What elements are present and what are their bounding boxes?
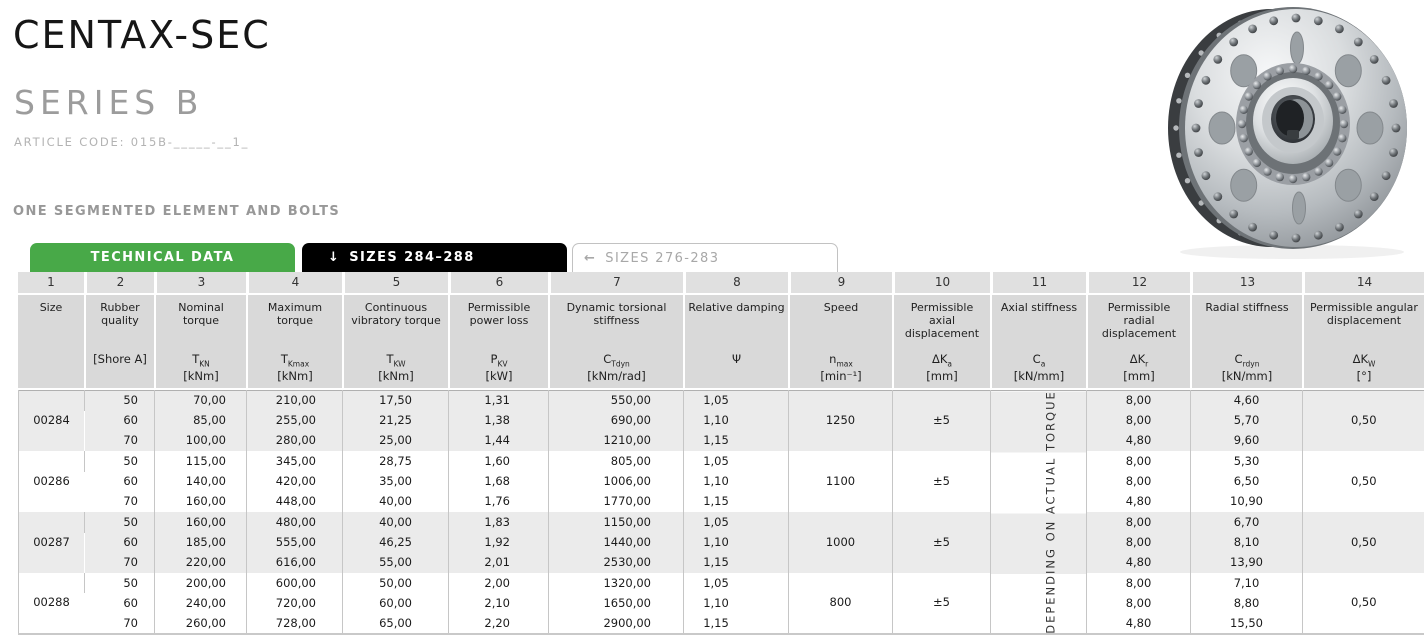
- radial-stiff-cell: 5,30: [1191, 451, 1303, 471]
- col-header-radial-stiffness: Radial stiffness $C_{rdyn}$ [kN/mm]: [1190, 295, 1302, 388]
- technical-data-table: [18, 390, 1424, 635]
- shore-cell: 50: [85, 391, 155, 411]
- col-header-size: Size: [18, 295, 84, 388]
- tkmax-cell: 448,00: [247, 492, 343, 512]
- column-number: 5: [342, 272, 448, 293]
- col-header-angular-displacement: Permissible angular displacement $\Delta K_W$ [°]: [1302, 295, 1424, 388]
- radial-disp-cell: 8,00: [1087, 593, 1191, 613]
- column-number: 1: [18, 272, 84, 293]
- tkw-cell: 35,00: [343, 472, 449, 492]
- down-arrow-icon: ↓: [328, 250, 341, 265]
- radial-stiff-cell: 9,60: [1191, 431, 1303, 451]
- tkn-cell: 260,00: [155, 614, 247, 634]
- tkw-cell: 50,00: [343, 573, 449, 593]
- col-header-relative-damping: Relative damping Ψ: [683, 295, 788, 388]
- col-header-axial-displacement: Permissible axial displacement $\Delta K_a$ [mm]: [892, 295, 990, 388]
- table-row: [19, 593, 1424, 613]
- radial-disp-cell: 8,00: [1087, 573, 1191, 593]
- angular-disp-cell: 0,50: [1303, 512, 1424, 573]
- radial-disp-cell: 8,00: [1087, 411, 1191, 431]
- axial-stiffness-note: DEPENDING ON ACTUAL TORQUE: [1042, 390, 1057, 634]
- tab-label: TECHNICAL DATA: [90, 250, 235, 265]
- table-header-row: [18, 295, 1424, 388]
- radial-stiff-cell: 6,50: [1191, 472, 1303, 492]
- top-slot: [1291, 32, 1304, 64]
- radial-disp-cell: 8,00: [1087, 533, 1191, 553]
- pkv-cell: 2,01: [449, 553, 549, 573]
- shore-cell: 60: [85, 411, 155, 431]
- radial-stiff-cell: 10,90: [1191, 492, 1303, 512]
- radial-stiff-cell: 5,70: [1191, 411, 1303, 431]
- col-header-radial-displacement: Permissible radial displacement $\Delta K_r$ [mm]: [1086, 295, 1190, 388]
- tkn-cell: 100,00: [155, 431, 247, 451]
- table-row: [19, 391, 1424, 411]
- column-number: 11: [990, 272, 1086, 293]
- ctdyn-cell: 1440,00: [549, 533, 684, 553]
- tkn-cell: 220,00: [155, 553, 247, 573]
- tkn-cell: 200,00: [155, 573, 247, 593]
- psi-cell: 1,05: [684, 451, 789, 471]
- tkn-cell: 140,00: [155, 472, 247, 492]
- psi-cell: 1,10: [684, 593, 789, 613]
- table-row: [19, 512, 1424, 532]
- angular-disp-cell: 0,50: [1303, 391, 1424, 452]
- tkw-cell: 21,25: [343, 411, 449, 431]
- speed-cell: 1250: [789, 391, 893, 452]
- pkv-cell: 2,20: [449, 614, 549, 634]
- ctdyn-cell: 1150,00: [549, 512, 684, 532]
- ctdyn-cell: 1006,00: [549, 472, 684, 492]
- tab-sizes-284-288[interactable]: [302, 243, 567, 272]
- size-cell: 00288: [19, 573, 85, 634]
- tkmax-cell: 480,00: [247, 512, 343, 532]
- tkw-cell: 17,50: [343, 391, 449, 411]
- tkw-cell: 65,00: [343, 614, 449, 634]
- tkn-cell: 115,00: [155, 451, 247, 471]
- pkv-cell: 1,44: [449, 431, 549, 451]
- pkv-cell: 1,31: [449, 391, 549, 411]
- tkmax-cell: 600,00: [247, 573, 343, 593]
- shore-cell: 50: [85, 573, 155, 593]
- column-number: 3: [154, 272, 246, 293]
- pkv-cell: 1,38: [449, 411, 549, 431]
- coupling-product-image: [1160, 2, 1424, 260]
- table-row: [19, 451, 1424, 471]
- psi-cell: 1,10: [684, 472, 789, 492]
- col-header-maximum-torque: Maximum torque $T_{Kmax}$ [kNm]: [246, 295, 342, 388]
- table-row: [19, 573, 1424, 593]
- shore-cell: 50: [85, 512, 155, 532]
- pkv-cell: 1,60: [449, 451, 549, 471]
- size-cell: 00284: [19, 391, 85, 452]
- psi-cell: 1,05: [684, 573, 789, 593]
- table-row: [19, 614, 1424, 634]
- angular-disp-cell: 0,50: [1303, 573, 1424, 634]
- col-header-power-loss: Permissible power loss $P_{KV}$ [kW]: [448, 295, 548, 388]
- axial-disp-cell: ±5: [893, 451, 991, 512]
- column-number: 8: [683, 272, 788, 293]
- psi-cell: 1,10: [684, 533, 789, 553]
- tkw-cell: 40,00: [343, 492, 449, 512]
- radial-stiff-cell: 13,90: [1191, 553, 1303, 573]
- keyway: [1287, 130, 1299, 139]
- section-heading: ONE SEGMENTED ELEMENT AND BOLTS: [13, 204, 341, 219]
- pkv-cell: 1,92: [449, 533, 549, 553]
- column-number: 10: [892, 272, 990, 293]
- tkn-cell: 240,00: [155, 593, 247, 613]
- ctdyn-cell: 1650,00: [549, 593, 684, 613]
- col-header-nominal-torque: Nominal torque $T_{KN}$ [kNm]: [154, 295, 246, 388]
- column-number: 13: [1190, 272, 1302, 293]
- column-number: 12: [1086, 272, 1190, 293]
- col-header-speed: Speed $n_{max}$ [min⁻¹]: [788, 295, 892, 388]
- radial-stiff-cell: 6,70: [1191, 512, 1303, 532]
- radial-stiff-cell: 15,50: [1191, 614, 1303, 634]
- ctdyn-cell: 2900,00: [549, 614, 684, 634]
- tkmax-cell: 280,00: [247, 431, 343, 451]
- tkn-cell: 85,00: [155, 411, 247, 431]
- tkw-cell: 55,00: [343, 553, 449, 573]
- psi-cell: 1,10: [684, 411, 789, 431]
- pkv-cell: 1,76: [449, 492, 549, 512]
- psi-cell: 1,15: [684, 553, 789, 573]
- tkn-cell: 70,00: [155, 391, 247, 411]
- ctdyn-cell: 550,00: [549, 391, 684, 411]
- tkw-cell: 60,00: [343, 593, 449, 613]
- tkn-cell: 185,00: [155, 533, 247, 553]
- column-number: 6: [448, 272, 548, 293]
- table-row: [19, 411, 1424, 431]
- table-row: [19, 492, 1424, 512]
- column-number: 14: [1302, 272, 1424, 293]
- radial-disp-cell: 4,80: [1087, 614, 1191, 634]
- shore-cell: 70: [85, 431, 155, 451]
- column-number: 7: [548, 272, 683, 293]
- tab-bar: [30, 243, 838, 272]
- ctdyn-cell: 690,00: [549, 411, 684, 431]
- shore-cell: 70: [85, 614, 155, 634]
- col-header-torsional-stiffness: Dynamic torsional stiffness $C_{Tdyn}$ [kNm/rad]: [548, 295, 683, 388]
- tkmax-cell: 728,00: [247, 614, 343, 634]
- radial-stiff-cell: 7,10: [1191, 573, 1303, 593]
- angular-disp-cell: 0,50: [1303, 451, 1424, 512]
- tkw-cell: 40,00: [343, 512, 449, 532]
- pkv-cell: 1,68: [449, 472, 549, 492]
- tkw-cell: 28,75: [343, 451, 449, 471]
- radial-disp-cell: 4,80: [1087, 553, 1191, 573]
- column-number: 4: [246, 272, 342, 293]
- axial-stiffness-note-cell: [991, 391, 1087, 635]
- radial-stiff-cell: 4,60: [1191, 391, 1303, 411]
- radial-stiff-cell: 8,80: [1191, 593, 1303, 613]
- axial-disp-cell: ±5: [893, 512, 991, 573]
- column-number: 9: [788, 272, 892, 293]
- table-row: [19, 553, 1424, 573]
- radial-disp-cell: 8,00: [1087, 472, 1191, 492]
- shore-cell: 50: [85, 451, 155, 471]
- shore-cell: 60: [85, 472, 155, 492]
- col-header-axial-stiffness: Axial stiffness $C_a$ [kN/mm]: [990, 295, 1086, 388]
- tkmax-cell: 345,00: [247, 451, 343, 471]
- left-arrow-icon: ←: [584, 250, 597, 266]
- col-header-rubber-quality: Rubber quality [Shore A]: [84, 295, 154, 388]
- tab-label: SIZES 284–288: [349, 250, 475, 265]
- shore-cell: 70: [85, 492, 155, 512]
- pkv-cell: 2,10: [449, 593, 549, 613]
- column-number: 2: [84, 272, 154, 293]
- article-code: ARTICLE CODE: 015B-_____-__1_: [14, 135, 250, 149]
- col-header-vibratory-torque: Continuous vibratory torque $T_{KW}$ [kNm]: [342, 295, 448, 388]
- tkmax-cell: 720,00: [247, 593, 343, 613]
- tab-label: SIZES 276-283: [605, 250, 720, 266]
- page-title: CENTAX-SEC: [13, 13, 271, 57]
- axial-disp-cell: ±5: [893, 391, 991, 452]
- tkmax-cell: 420,00: [247, 472, 343, 492]
- tkmax-cell: 555,00: [247, 533, 343, 553]
- ctdyn-cell: 2530,00: [549, 553, 684, 573]
- psi-cell: 1,05: [684, 512, 789, 532]
- ctdyn-cell: 1770,00: [549, 492, 684, 512]
- tkn-cell: 160,00: [155, 512, 247, 532]
- radial-disp-cell: 8,00: [1087, 391, 1191, 411]
- speed-cell: 1100: [789, 451, 893, 512]
- ctdyn-cell: 805,00: [549, 451, 684, 471]
- table-row: [19, 533, 1424, 553]
- tkmax-cell: 616,00: [247, 553, 343, 573]
- size-cell: 00287: [19, 512, 85, 573]
- pkv-cell: 1,83: [449, 512, 549, 532]
- speed-cell: 1000: [789, 512, 893, 573]
- tkw-cell: 46,25: [343, 533, 449, 553]
- psi-cell: 1,15: [684, 431, 789, 451]
- bottom-slot: [1293, 192, 1306, 224]
- shore-cell: 60: [85, 593, 155, 613]
- tkw-cell: 25,00: [343, 431, 449, 451]
- radial-disp-cell: 4,80: [1087, 431, 1191, 451]
- shore-cell: 60: [85, 533, 155, 553]
- tkn-cell: 160,00: [155, 492, 247, 512]
- page-subtitle: SERIES B: [14, 83, 204, 122]
- speed-cell: 800: [789, 573, 893, 634]
- table-row: [19, 431, 1424, 451]
- psi-cell: 1,15: [684, 614, 789, 634]
- psi-cell: 1,15: [684, 492, 789, 512]
- tkmax-cell: 210,00: [247, 391, 343, 411]
- psi-cell: 1,05: [684, 391, 789, 411]
- ctdyn-cell: 1210,00: [549, 431, 684, 451]
- radial-disp-cell: 4,80: [1087, 492, 1191, 512]
- radial-disp-cell: 8,00: [1087, 451, 1191, 471]
- radial-disp-cell: 8,00: [1087, 512, 1191, 532]
- shore-cell: 70: [85, 553, 155, 573]
- tab-technical-data[interactable]: [30, 243, 295, 272]
- tkmax-cell: 255,00: [247, 411, 343, 431]
- table-row: [19, 472, 1424, 492]
- axial-disp-cell: ±5: [893, 573, 991, 634]
- radial-stiff-cell: 8,10: [1191, 533, 1303, 553]
- ctdyn-cell: 1320,00: [549, 573, 684, 593]
- pkv-cell: 2,00: [449, 573, 549, 593]
- tab-sizes-276-283[interactable]: [572, 243, 838, 272]
- size-cell: 00286: [19, 451, 85, 512]
- column-number-row: [18, 272, 1424, 293]
